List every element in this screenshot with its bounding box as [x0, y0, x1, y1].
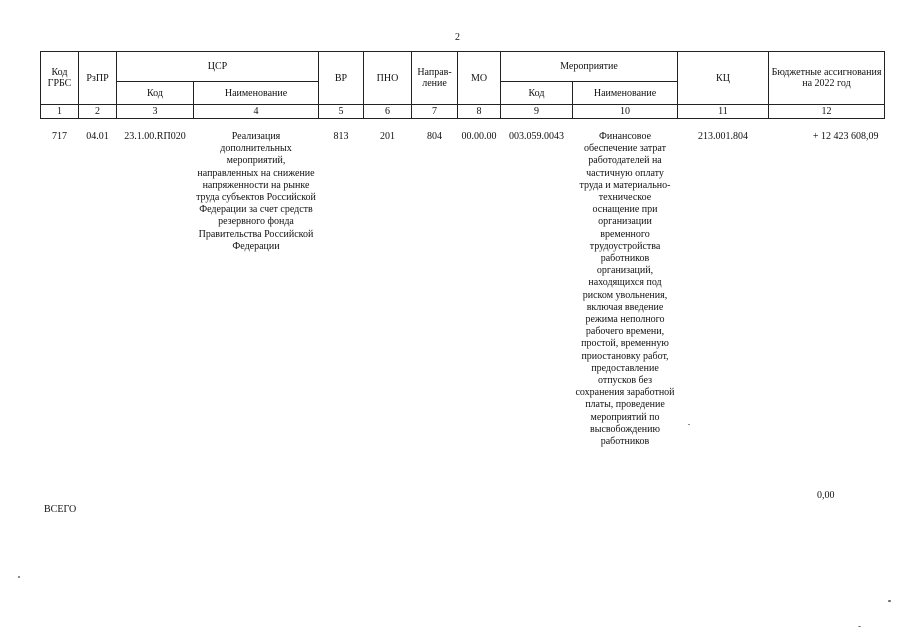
column-number: 3: [117, 105, 194, 119]
header-event-name: Наименование: [573, 82, 678, 105]
scan-speck: [18, 576, 20, 578]
table-row: [41, 119, 885, 449]
scan-speck: [858, 626, 861, 627]
column-number: 1: [41, 105, 79, 119]
scan-speck: [688, 424, 690, 425]
cell-vr: 813: [333, 131, 349, 142]
header-budget: Бюджетные ассигнования на 2022 год: [769, 52, 885, 105]
cell-grbs: 717: [52, 131, 67, 142]
header-row-top: [41, 52, 885, 82]
cell-pno: 201: [380, 131, 395, 142]
column-number-row: [41, 105, 885, 119]
column-number: 9: [501, 105, 573, 119]
header-pno: ПНО: [364, 52, 412, 105]
column-number: 10: [573, 105, 678, 119]
header-mo: МО: [458, 52, 501, 105]
cell-rzpr: 04.01: [86, 131, 109, 142]
cell-event-name: Финансовое обеспечение затрат работодателей на частичную оплату труда и материально-техническое оснащение при организации временного трудоустройства работников организаций, находящихся под риском увольнения, включая введение режима неполного рабочего времени, простой, временную приостановку работ, предоставление отпусков без сохранения заработной платы, проведение мероприятий по высвобождению работников: [575, 131, 675, 448]
cell-csr-code: 23.1.00.RП020: [124, 131, 186, 142]
header-direction: Направ-ление: [412, 52, 458, 105]
column-number: 7: [412, 105, 458, 119]
page-number: 2: [455, 32, 460, 43]
cell-mo: 00.00.00: [461, 131, 497, 142]
header-event-code: Код: [501, 82, 573, 105]
column-number: 2: [79, 105, 117, 119]
header-grbs-code: Код ГРБС: [41, 52, 79, 105]
cell-amount: + 12 423 608,09: [812, 131, 879, 142]
header-csr: ЦСР: [117, 52, 319, 82]
header-event: Мероприятие: [501, 52, 678, 82]
cell-kc: 213.001.804: [698, 131, 748, 142]
scan-speck: [888, 600, 891, 602]
budget-table: [40, 51, 885, 448]
header-csr-code: Код: [117, 82, 194, 105]
total-label: ВСЕГО: [44, 504, 77, 515]
header-kc: КЦ: [678, 52, 769, 105]
column-number: 12: [769, 105, 885, 119]
column-number: 4: [194, 105, 319, 119]
column-number: 5: [319, 105, 364, 119]
header-csr-name: Наименование: [194, 82, 319, 105]
header-vr: ВР: [319, 52, 364, 105]
cell-csr-name: Реализация дополнительных мероприятий, направленных на снижение напряженности на рынке труда субъектов Российской Федерации за счет средств резервного фонда Правительства Российской Федерации: [196, 131, 316, 252]
cell-event-code: 003.059.0043: [509, 131, 564, 142]
header-rzpr: РзПР: [79, 52, 117, 105]
cell-direction: 804: [427, 131, 442, 142]
total-value: 0,00: [817, 490, 835, 501]
column-number: 8: [458, 105, 501, 119]
column-number: 6: [364, 105, 412, 119]
column-number: 11: [678, 105, 769, 119]
